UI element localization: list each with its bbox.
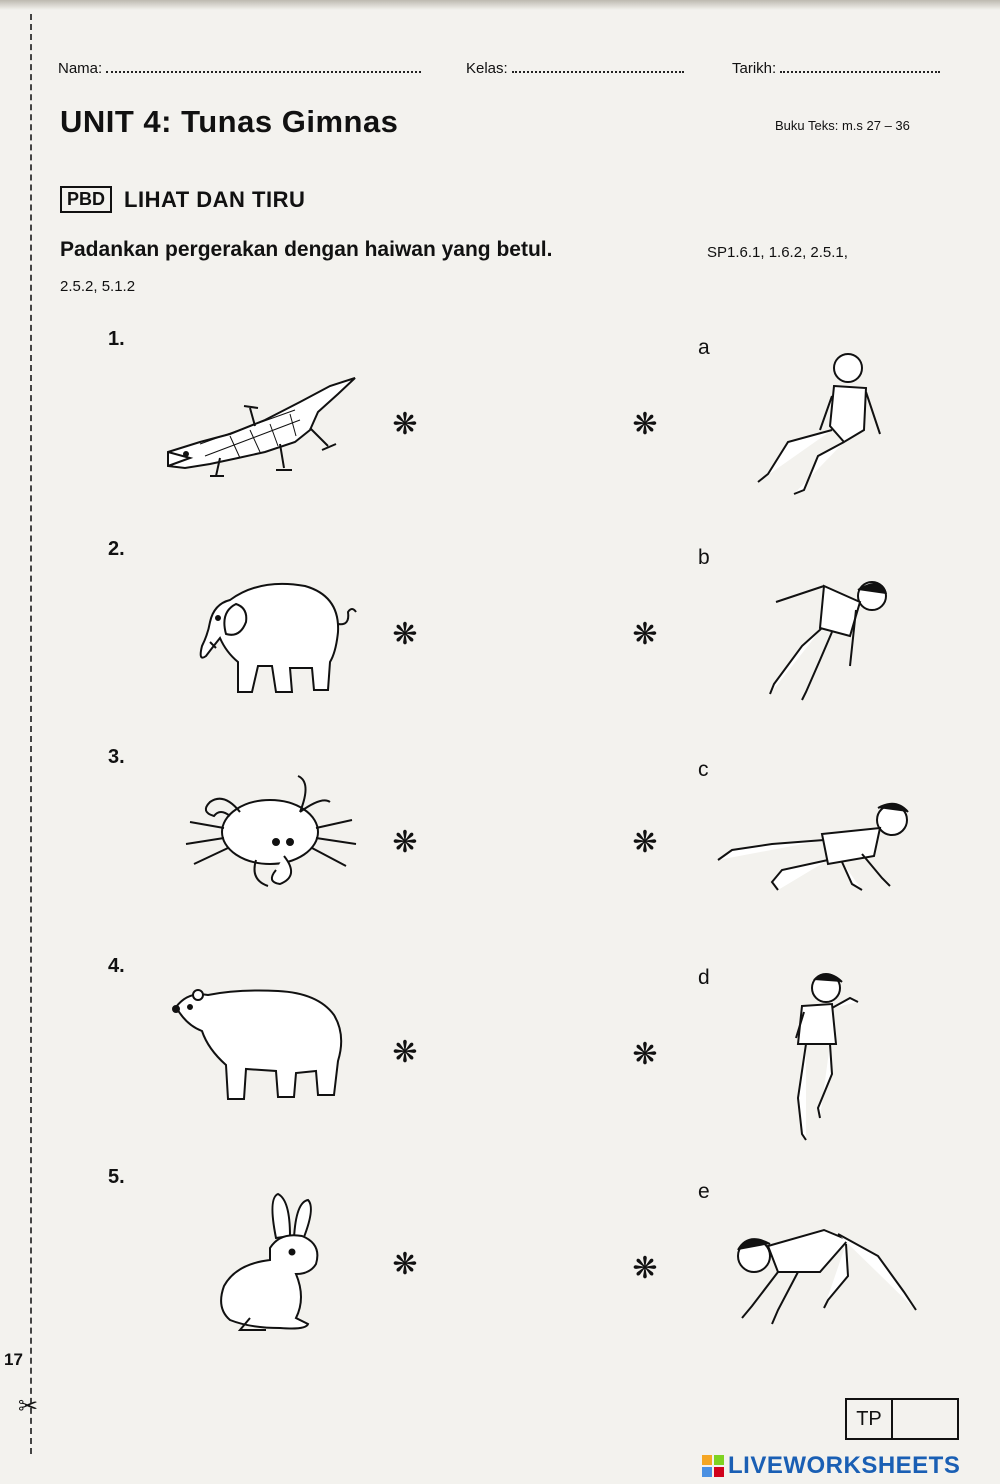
- nama-label: Nama:: [58, 60, 103, 77]
- kelas-blank[interactable]: [512, 61, 684, 73]
- animal-number-1: 1.: [108, 328, 125, 350]
- match-dot-right-d[interactable]: ❋: [632, 1038, 658, 1071]
- instruction-text: Padankan pergerakan dengan haiwan yang betul.: [60, 238, 553, 261]
- tp-score-box: [845, 1398, 959, 1440]
- tp-label: TP: [847, 1400, 893, 1438]
- textbook-reference: Buku Teks: m.s 27 – 36: [775, 118, 910, 133]
- crocodile-icon: [160, 372, 360, 484]
- standards-line-1: SP1.6.1, 1.6.2, 2.5.1,: [707, 244, 848, 261]
- match-dot-right-a[interactable]: ❋: [632, 408, 658, 441]
- section-title: LIHAT DAN TIRU: [124, 186, 306, 212]
- scan-shadow: [0, 0, 1000, 10]
- kelas-label: Kelas:: [466, 60, 508, 77]
- animal-number-4: 4.: [108, 955, 125, 977]
- movement-letter-c: c: [698, 758, 709, 781]
- pbd-badge: PBD: [60, 186, 112, 213]
- movement-letter-e: e: [698, 1180, 710, 1203]
- match-dot-left-1[interactable]: ❋: [392, 408, 418, 441]
- boy-crab-walk-icon: [748, 346, 888, 496]
- boy-crocodile-crawl-icon: [712, 794, 922, 904]
- animal-number-5: 5.: [108, 1166, 125, 1188]
- cut-line: [30, 14, 32, 1454]
- match-dot-left-4[interactable]: ❋: [392, 1036, 418, 1069]
- page-number: 17: [4, 1350, 23, 1369]
- section-heading: [60, 186, 305, 213]
- tp-score-field[interactable]: [893, 1400, 957, 1438]
- tarikh-label: Tarikh:: [732, 60, 777, 77]
- bear-icon: [168, 985, 348, 1105]
- brand-name: LIVEWORKSHEETS: [728, 1452, 961, 1479]
- standards-line-2: 2.5.2, 5.1.2: [60, 278, 136, 295]
- movement-letter-a: a: [698, 336, 710, 359]
- boy-bear-walk-icon: [728, 1216, 928, 1332]
- match-dot-right-e[interactable]: ❋: [632, 1252, 658, 1285]
- match-dot-left-5[interactable]: ❋: [392, 1248, 418, 1281]
- crab-icon: [180, 772, 360, 892]
- boy-rabbit-hop-icon: [768, 968, 868, 1148]
- tarikh-field: [732, 60, 940, 77]
- scissors-icon: ✂: [18, 1393, 39, 1420]
- match-dot-left-2[interactable]: ❋: [392, 618, 418, 651]
- animal-number-3: 3.: [108, 746, 125, 768]
- liveworksheets-logo-icon: [702, 1455, 724, 1477]
- unit-title: UNIT 4: Tunas Gimnas: [60, 104, 399, 139]
- boy-elephant-walk-icon: [762, 566, 902, 706]
- nama-field: [58, 60, 421, 77]
- movement-letter-b: b: [698, 546, 710, 569]
- animal-number-2: 2.: [108, 538, 125, 560]
- kelas-field: [466, 60, 684, 77]
- movement-letter-d: d: [698, 966, 710, 989]
- elephant-icon: [180, 572, 360, 700]
- nama-blank[interactable]: [106, 61, 421, 73]
- brand-logo: [702, 1452, 960, 1480]
- match-dot-left-3[interactable]: ❋: [392, 826, 418, 859]
- tarikh-blank[interactable]: [780, 61, 940, 73]
- match-dot-right-b[interactable]: ❋: [632, 618, 658, 651]
- match-dot-right-c[interactable]: ❋: [632, 826, 658, 859]
- rabbit-icon: [210, 1188, 330, 1338]
